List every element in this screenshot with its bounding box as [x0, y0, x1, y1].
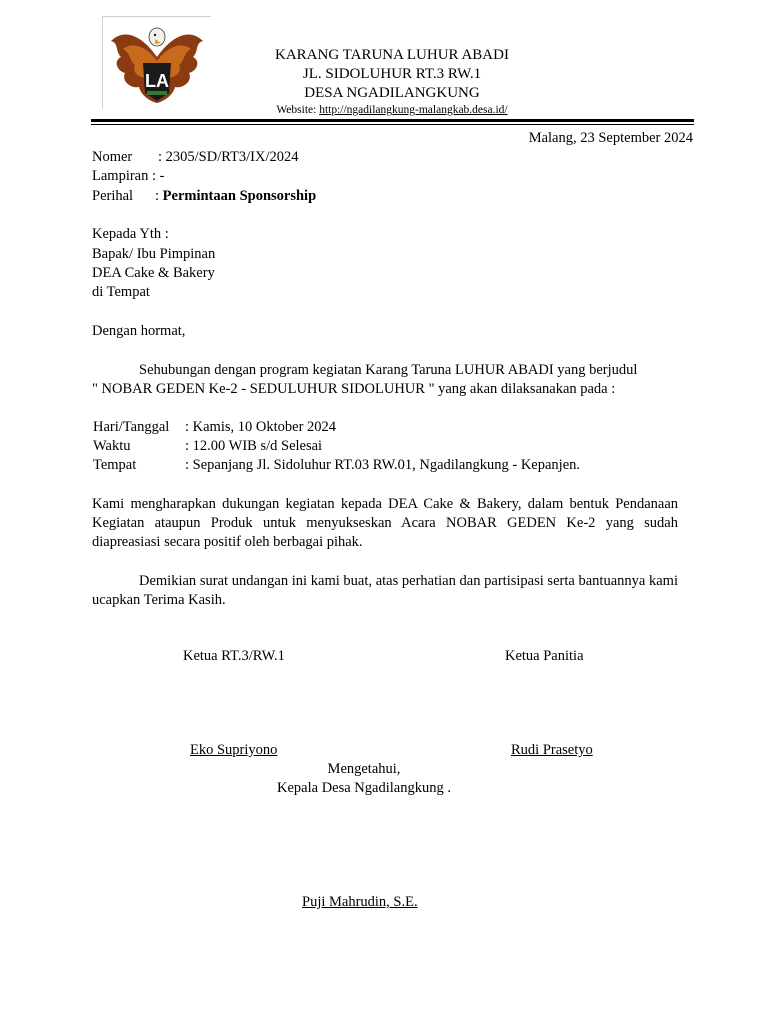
perihal-value-line: [155, 188, 316, 205]
lampiran-line: Lampiran : -: [92, 168, 165, 184]
greeting: Dengan hormat,: [92, 323, 186, 339]
left-signer-title: Ketua RT.3/RW.1: [183, 648, 285, 664]
event-date-value: : Kamis, 10 Oktober 2024: [185, 419, 337, 435]
right-signer-title: Ketua Panitia: [505, 648, 584, 664]
nomor-value: : 2305/SD/RT3/IX/2024: [158, 149, 299, 165]
body-paragraph: Kami mengharapkan dukungan kegiatan kepada DEA Cake & Bakery, dalam bentuk Pendanaan Kegiatan ataupun Produk untuk menyukseskan Acara NOBAR GEDEN Ke-2 yang sudah diapreasiasi secara positif oleh berbagai pihak.: [92, 496, 678, 550]
event-date-label: Hari/Tanggal: [93, 419, 170, 435]
website-label: Website:: [276, 104, 317, 116]
perihal-colon: :: [155, 188, 163, 204]
event-place-label: Tempat: [93, 457, 137, 473]
header-divider-thick: [91, 119, 694, 122]
right-signer-name: Rudi Prasetyo: [511, 742, 593, 758]
eagle-logo-icon: [103, 17, 211, 109]
org-village: DESA NGADILANGKUNG: [304, 85, 480, 101]
org-address: JL. SIDOLUHUR RT.3 RW.1: [302, 66, 482, 82]
perihal-subject: Permintaan Sponsorship: [162, 188, 317, 204]
event-place-value: : Sepanjang Jl. Sidoluhur RT.03 RW.01, Ngadilangkung - Kepanjen.: [185, 457, 581, 473]
letter-date: Malang, 23 September 2024: [528, 130, 693, 146]
recipient-line-3: DEA Cake & Bakery: [92, 265, 215, 281]
intro-line-1: Sehubungan dengan program kegiatan Karang Taruna LUHUR ABADI yang berjudul: [139, 362, 638, 378]
village-head-name: Puji Mahrudin, S.E.: [302, 894, 418, 910]
left-signer-name: Eko Supriyono: [190, 742, 278, 758]
closing-text: Demikian surat undangan ini kami buat, atas perhatian dan partisipasi serta bantuannya kami ucapkan Terima Kasih.: [92, 573, 678, 608]
acknowledge-label: Mengetahui,: [327, 761, 401, 777]
village-head-title: Kepala Desa Ngadilangkung .: [277, 780, 451, 796]
org-name: KARANG TARUNA LUHUR ABADI: [275, 47, 509, 63]
event-time-label: Waktu: [93, 438, 131, 454]
organization-logo: [102, 16, 211, 109]
intro-line-2: " NOBAR GEDEN Ke-2 - SEDULUHUR SIDOLUHUR " yang akan dilaksanakan pada :: [92, 381, 616, 397]
recipient-line-4: di Tempat: [92, 284, 150, 300]
recipient-line-1: Kepada Yth :: [92, 226, 169, 242]
nomor-label: Nomer: [92, 149, 133, 165]
header-divider-thin: [91, 124, 694, 125]
recipient-line-2: Bapak/ Ibu Pimpinan: [92, 246, 216, 262]
website-link[interactable]: http://ngadilangkung-malangkab.desa.id/: [319, 104, 508, 116]
website-line: [210, 104, 574, 116]
logo-letters: LA: [145, 71, 169, 91]
event-time-value: : 12.00 WIB s/d Selesai: [185, 438, 323, 454]
closing-paragraph: [92, 572, 678, 610]
perihal-label: Perihal: [92, 188, 134, 204]
